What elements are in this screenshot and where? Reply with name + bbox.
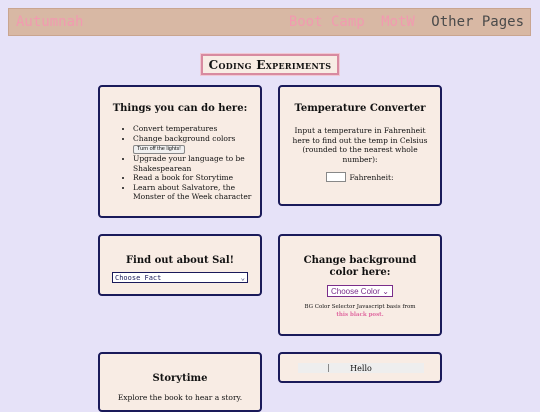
list-item: • Learn about Salvatore, the Monster of the Week character bbox=[133, 183, 260, 202]
bg-credit-prefix: BG Color Selector Javascript basis from bbox=[304, 304, 416, 310]
turn-off-lights-button[interactable]: Turn off the lights! bbox=[133, 145, 185, 154]
background-color-card bbox=[278, 234, 442, 336]
nav-link-motw[interactable]: MotW bbox=[381, 14, 415, 30]
fahrenheit-label: Fahrenheit: bbox=[349, 172, 394, 182]
color-select[interactable] bbox=[327, 285, 393, 297]
nav-links bbox=[281, 14, 524, 30]
chevron-down-icon: ⌄ bbox=[240, 273, 245, 282]
top-navbar bbox=[8, 8, 531, 36]
this-link[interactable]: this bbox=[336, 311, 349, 318]
list-item: • Convert temperatures bbox=[133, 124, 260, 134]
nav-link-other-pages[interactable]: Other Pages bbox=[431, 14, 524, 30]
list-item: • Upgrade your language to be Shakespearean bbox=[133, 154, 260, 173]
hello-text: Hello bbox=[350, 363, 372, 373]
temperature-card bbox=[278, 85, 442, 206]
things-heading: Things you can do here: bbox=[112, 103, 248, 114]
site-brand-link[interactable]: Autumnah bbox=[16, 14, 84, 30]
background-color-heading: Change background color here: bbox=[303, 255, 417, 278]
page-title: Coding Experiments bbox=[208, 57, 332, 72]
black-post-link[interactable]: black post. bbox=[348, 311, 384, 318]
sal-heading: Find out about Sal! bbox=[125, 255, 235, 266]
storytime-heading: Storytime bbox=[152, 373, 208, 384]
color-select-value: Choose Color bbox=[331, 286, 380, 296]
things-card bbox=[98, 85, 262, 218]
bg-credit-text bbox=[298, 304, 422, 319]
temperature-heading: Temperature Converter bbox=[294, 103, 426, 114]
temperature-description: Input a temperature in Fahrenheit here to find out the temp in Celsius (rounded to the nearest whole number): bbox=[292, 126, 428, 164]
list-item: • Read a book for Storytime bbox=[133, 173, 260, 183]
sal-card bbox=[98, 234, 262, 296]
fact-select-value: Choose Fact bbox=[115, 273, 162, 282]
storytime-card bbox=[98, 352, 262, 412]
nav-link-boot-camp[interactable]: Boot Camp bbox=[288, 14, 365, 30]
fact-select[interactable] bbox=[112, 272, 248, 283]
page-title-box bbox=[201, 54, 339, 75]
things-list bbox=[100, 124, 260, 202]
list-item bbox=[133, 143, 260, 154]
fahrenheit-input[interactable] bbox=[326, 172, 346, 182]
hello-bar[interactable] bbox=[298, 363, 424, 373]
list-item: • Change background colors bbox=[133, 134, 260, 144]
hello-card bbox=[278, 352, 442, 383]
chevron-down-icon: ⌄ bbox=[382, 286, 389, 296]
storytime-description: Explore the book to hear a story. bbox=[117, 393, 243, 402]
temperature-input-row bbox=[280, 172, 440, 182]
